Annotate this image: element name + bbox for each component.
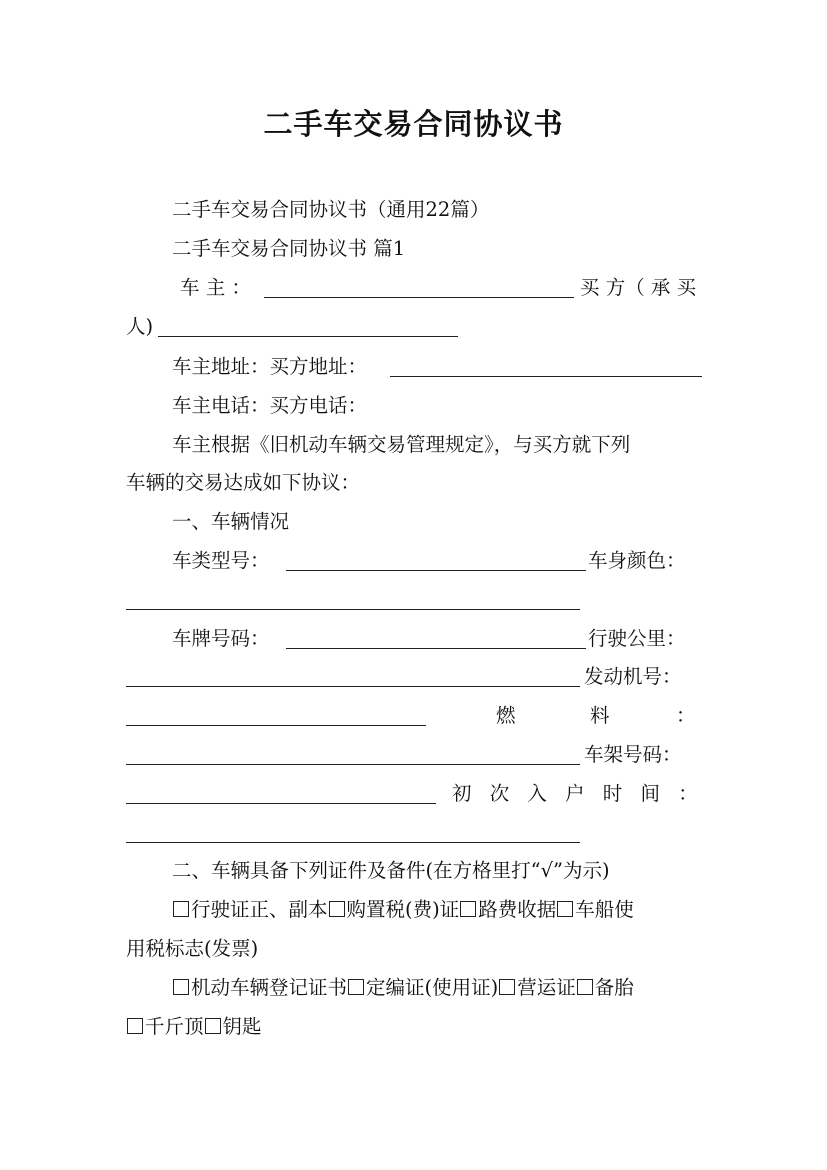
model-label: 车类型号： — [172, 549, 270, 572]
section-heading: 二手车交易合同协议书 篇1 — [172, 237, 406, 260]
checkbox[interactable] — [127, 1018, 143, 1034]
checkbox[interactable] — [557, 901, 573, 917]
checkbox[interactable] — [577, 979, 593, 995]
doc-purchase-tax: 购置税(费)证 — [346, 898, 460, 921]
doc-driving-license: 行驶证正、副本 — [191, 898, 328, 921]
model-blank — [286, 550, 586, 571]
intro-text-1: 车主根据《旧机动车辆交易管理规定》，与买方就下列 — [172, 433, 631, 456]
address-blank — [390, 356, 702, 377]
address-line: 车主地址：买方地址： — [172, 355, 368, 378]
doc-spare-tire: 备胎 — [594, 976, 634, 999]
doc-keys: 钥匙 — [222, 1015, 262, 1038]
plate-label: 车牌号码： — [172, 627, 270, 650]
checkbox[interactable] — [329, 901, 345, 917]
checkbox[interactable] — [205, 1018, 221, 1034]
mileage-label: 行驶公里： — [588, 627, 686, 650]
documents-row-4 — [126, 1014, 262, 1040]
section-2-title: 二、车辆具备下列证件及备件(在方格里打“√”为示) — [172, 859, 610, 882]
doc-registration-cert: 机动车辆登记证书 — [191, 976, 348, 999]
frame-label: 车架号码： — [584, 743, 682, 766]
registration-blank — [126, 822, 580, 843]
doc-vehicle-tax: 车船使 — [575, 898, 634, 921]
document-title: 二手车交易合同协议书 — [263, 107, 564, 141]
checkbox[interactable] — [499, 979, 515, 995]
section-1-title: 一、车辆情况 — [172, 510, 290, 533]
checkbox[interactable] — [173, 901, 189, 917]
doc-operation-cert: 营运证 — [517, 976, 576, 999]
documents-row-1 — [172, 897, 634, 923]
buyer-blank — [158, 316, 458, 337]
checkbox[interactable] — [348, 979, 364, 995]
mileage-blank — [126, 666, 580, 687]
doc-jack: 千斤顶 — [145, 1015, 204, 1038]
subtitle: 二手车交易合同协议书（通用22篇） — [172, 198, 490, 221]
documents-row-3 — [172, 975, 634, 1001]
owner-label: 车 主 ： — [180, 276, 251, 299]
buyer-label-cont: 人) — [126, 315, 154, 338]
buyer-label: 买 方（ 承 买 — [580, 276, 697, 299]
plate-blank — [286, 628, 586, 649]
color-label: 车身颜色： — [588, 549, 686, 572]
frame-blank — [126, 783, 436, 804]
fuel-label-colon: ： — [676, 704, 696, 727]
checkbox[interactable] — [460, 901, 476, 917]
fuel-label-char-1: 燃 — [496, 704, 516, 727]
owner-blank — [264, 277, 574, 298]
fuel-label-char-2: 料 — [590, 704, 610, 727]
engine-label: 发动机号： — [584, 665, 682, 688]
fuel-blank — [126, 744, 580, 765]
registration-label: 初 次 入 户 时 间 ： — [452, 782, 704, 805]
color-blank — [126, 589, 580, 610]
engine-blank — [126, 705, 426, 726]
checkbox[interactable] — [173, 979, 189, 995]
intro-text-2: 车辆的交易达成如下协议： — [126, 471, 361, 494]
doc-capacity-cert: 定编证(使用证) — [366, 976, 499, 999]
documents-row-2: 用税标志(发票) — [126, 937, 259, 960]
phone-line: 车主电话：买方电话： — [172, 394, 368, 417]
doc-toll-receipt: 路费收据 — [478, 898, 557, 921]
